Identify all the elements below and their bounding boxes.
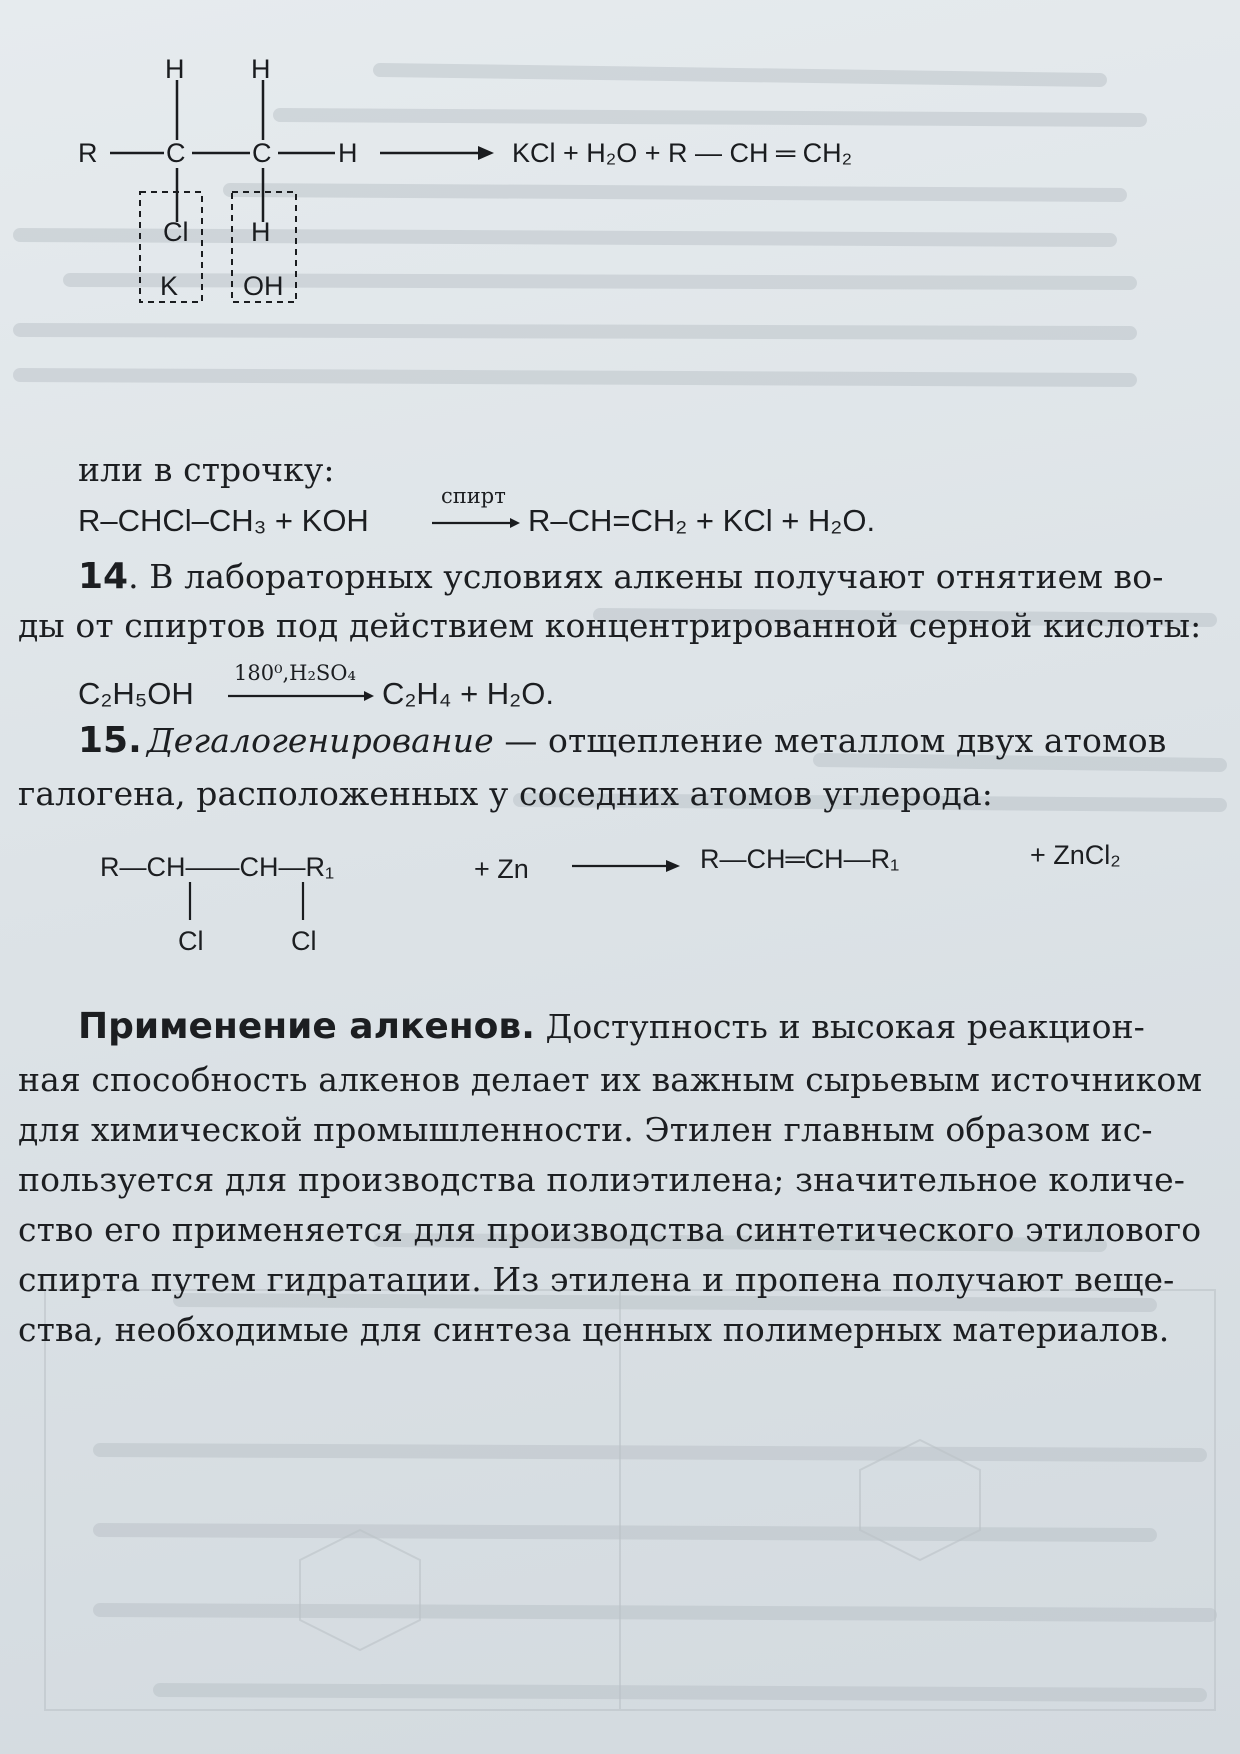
scheme-h-right: H	[338, 138, 358, 168]
scheme-h-top-2: H	[251, 54, 271, 84]
item-15-text-1: — отщепление металлом двух атомов	[493, 721, 1167, 760]
scheme-products: KCl + H₂O + R — CH ═ CH₂	[512, 138, 853, 168]
item-14-right: C₂H₄ + H₂O.	[382, 676, 554, 711]
usage-line-6: спирта путем гидратации. Из этилена и пропена получают веще-	[18, 1260, 1175, 1299]
scheme-c2: C	[252, 138, 272, 168]
item-14-left: C₂H₅OH	[78, 676, 194, 711]
scheme-k: K	[160, 271, 179, 301]
dehalo-product: R—CH═CH—R₁	[700, 844, 900, 874]
item-14-line-1	[78, 556, 1163, 597]
usage-line-1	[78, 1006, 1145, 1047]
item-15-number: 15.	[78, 720, 142, 761]
inline-left: R–CHCl–CH₃ + KOH	[78, 503, 369, 538]
item-15-line-2: галогена, расположенных у соседних атомов углерода:	[18, 774, 993, 813]
dehalo-cl-2: Cl	[291, 926, 317, 956]
scheme-r: R	[78, 138, 98, 168]
dehalo-reactant: R—CH——CH—R₁	[100, 852, 335, 882]
scheme-cl: Cl	[163, 217, 189, 247]
item-14-number: 14	[78, 556, 129, 597]
inline-condition: спирт	[441, 484, 506, 508]
scheme-oh: OH	[243, 271, 284, 301]
dehalo-zn: + Zn	[474, 854, 529, 884]
inline-right: R–CH=CH₂ + KCl + H₂O.	[528, 503, 876, 538]
usage-text-1: Доступность и высокая реакцион-	[534, 1007, 1145, 1046]
dehalo-bonds	[0, 880, 400, 930]
usage-line-2: ная способность алкенов делает их важным сырьевым источником	[18, 1060, 1203, 1099]
scheme-h-bottom: H	[251, 217, 271, 247]
item-15-line-1	[78, 720, 1166, 761]
item-14-line-2: ды от спиртов под действием концентрированной серной кислоты:	[18, 606, 1202, 645]
usage-line-3: для химической промышленности. Этилен главным образом ис-	[18, 1110, 1153, 1149]
scheme-h-top-1: H	[165, 54, 185, 84]
inline-intro: или в строчку:	[78, 450, 335, 489]
usage-line-7: ства, необходимые для синтеза ценных полимерных материалов.	[18, 1310, 1170, 1349]
item-15-term: Дегалогенирование	[146, 721, 494, 760]
usage-line-5: ство его применяется для производства синтетического этилового	[18, 1210, 1202, 1249]
item-14-text-1: . В лабораторных условиях алкены получают отнятием во-	[128, 557, 1164, 596]
scheme-c1: C	[166, 138, 186, 168]
inline-arrow	[432, 516, 522, 530]
dehalo-arrow	[572, 858, 682, 874]
dehalo-zncl2: + ZnCl₂	[1030, 840, 1121, 870]
item-14-condition: 180⁰,H₂SO₄	[234, 661, 356, 685]
usage-line-4: пользуется для производства полиэтилена; значительное количе-	[18, 1160, 1186, 1199]
usage-heading: Применение алкенов.	[78, 1006, 535, 1047]
dehalo-cl-1: Cl	[178, 926, 204, 956]
item-14-arrow	[228, 689, 378, 703]
